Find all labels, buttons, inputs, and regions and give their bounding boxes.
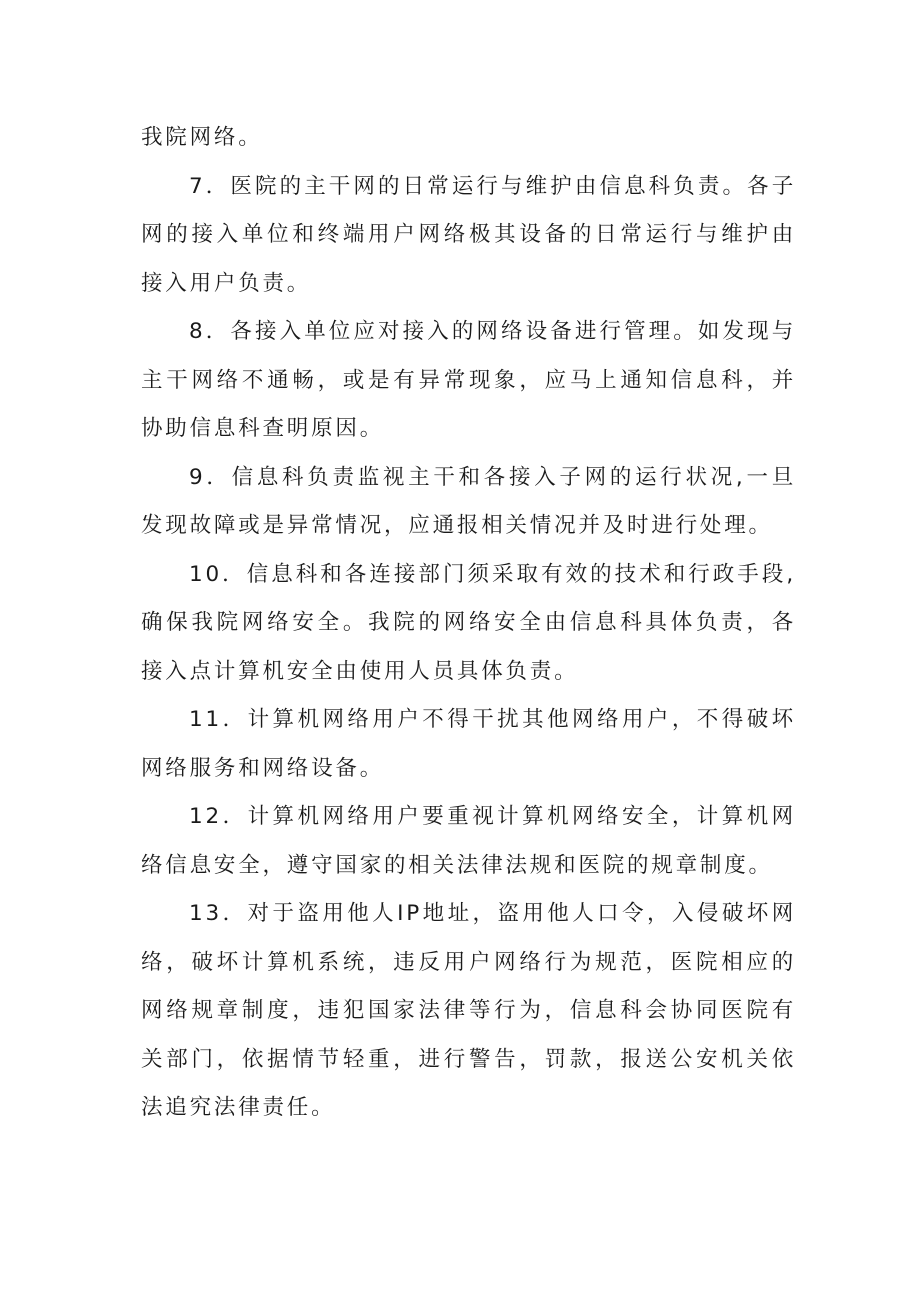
paragraph-item-7: 7．医院的主干网的日常运行与维护由信息科负责。各子网的接入单位和终端用户网络极其设备的日常运行与维护由接入用户负责。 (141, 173, 796, 296)
paragraph-item-9: 9．信息科负责监视主干和各接入子网的运行状况,一旦发现故障或是异常情况，应通报相关情况并及时进行处理。 (141, 464, 796, 538)
paragraph-item-11: 11．计算机网络用户不得干扰其他网络用户，不得破坏网络服务和网络设备。 (141, 707, 796, 781)
paragraph-item-8: 8．各接入单位应对接入的网络设备进行管理。如发现与主干网络不通畅，或是有异常现象，应马上通知信息科，并协助信息科查明原因。 (141, 319, 796, 441)
paragraph-item-12: 12．计算机网络用户要重视计算机网络安全，计算机网络信息安全，遵守国家的相关法律法规和医院的规章制度。 (141, 804, 796, 878)
paragraph-item-10: 10．信息科和各连接部门须采取有效的技术和行政手段,确保我院网络安全。我院的网络安全由信息科具体负责，各接入点计算机安全由使用人员具体负责。 (141, 561, 796, 684)
paragraph-continuation: 我院网络。 (141, 125, 263, 150)
paragraph-item-13: 13．对于盗用他人IP地址，盗用他人口令，入侵破坏网络，破坏计算机系统，违反用户网络行为规范，医院相应的网络规章制度，违犯国家法律等行为，信息科会协同医院有关部门，依据情节轻重，进行警告，罚款，报送公安机关依法追究法律责任。 (141, 901, 796, 1120)
document-body (141, 114, 796, 1133)
